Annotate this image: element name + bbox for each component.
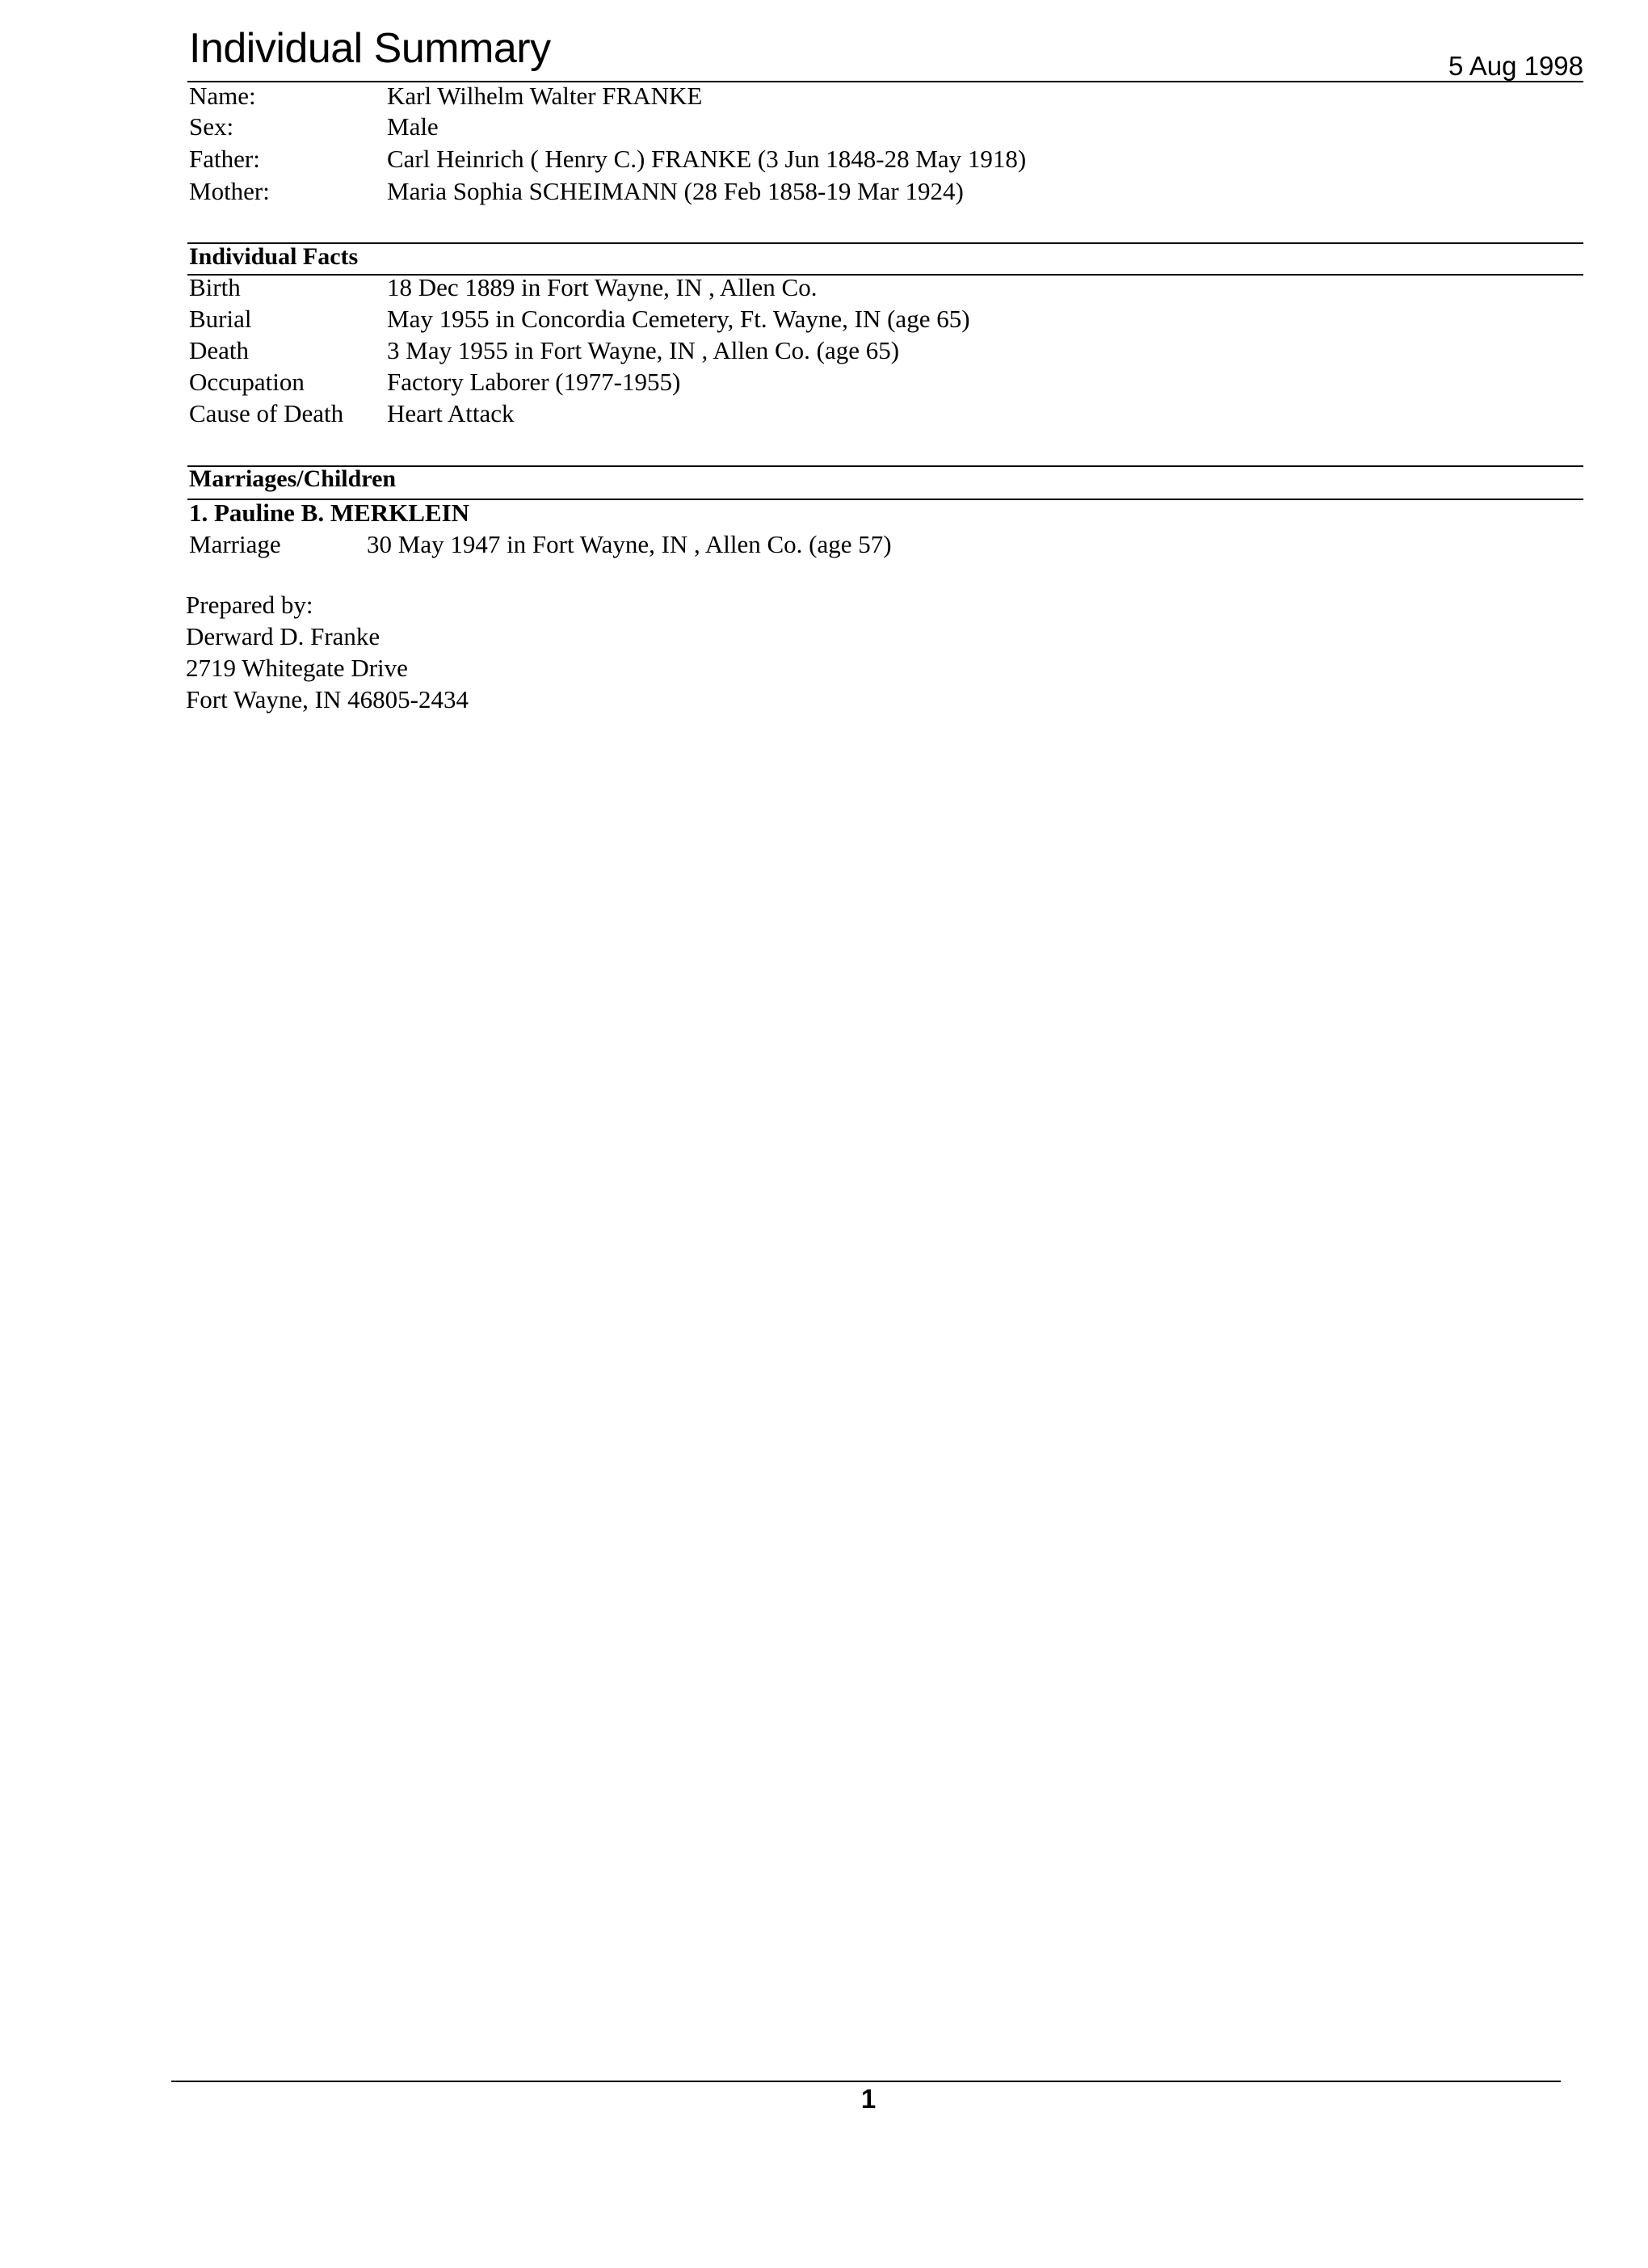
facts-top-divider — [187, 242, 1583, 244]
name-label: Name: — [189, 82, 256, 110]
marriages-heading: Marriages/Children — [189, 465, 397, 492]
marriage-value: 30 May 1947 in Fort Wayne, IN , Allen Co. (age 57) — [367, 530, 892, 558]
fact-label: Occupation — [189, 368, 305, 396]
fact-value: May 1955 in Concordia Cemetery, Ft. Wayne, IN (age 65) — [387, 305, 970, 333]
fact-value: 3 May 1955 in Fort Wayne, IN , Allen Co. (age 65) — [387, 336, 900, 364]
page-title: Individual Summary — [189, 25, 551, 72]
sex-value: Male — [387, 112, 439, 141]
father-label: Father: — [189, 145, 260, 173]
fact-value: Heart Attack — [387, 399, 515, 427]
preparer-street: 2719 Whitegate Drive — [186, 654, 408, 682]
spouse-name: 1. Pauline B. MERKLEIN — [189, 499, 470, 527]
fact-label: Cause of Death — [189, 399, 344, 427]
fact-label: Birth — [189, 273, 241, 301]
footer-divider — [171, 2081, 1561, 2082]
marriages-top-divider — [187, 465, 1583, 467]
preparer-city: Fort Wayne, IN 46805-2434 — [186, 685, 469, 713]
prepared-by-label: Prepared by: — [186, 591, 313, 619]
marriage-label: Marriage — [189, 530, 281, 558]
report-date: 5 Aug 1998 — [1448, 51, 1583, 81]
sex-label: Sex: — [189, 112, 234, 141]
fact-value: Factory Laborer (1977-1955) — [387, 368, 681, 396]
facts-heading: Individual Facts — [189, 243, 359, 270]
mother-label: Mother: — [189, 177, 270, 205]
name-value: Karl Wilhelm Walter FRANKE — [387, 82, 703, 110]
fact-value: 18 Dec 1889 in Fort Wayne, IN , Allen Co. — [387, 273, 818, 301]
preparer-name: Derward D. Franke — [186, 622, 380, 650]
fact-label: Death — [189, 336, 250, 364]
page-number: 1 — [860, 2084, 877, 2114]
mother-value: Maria Sophia SCHEIMANN (28 Feb 1858-19 Mar 1924) — [387, 177, 964, 205]
fact-label: Burial — [189, 305, 252, 333]
father-value: Carl Heinrich ( Henry C.) FRANKE (3 Jun 1848-28 May 1918) — [387, 145, 1027, 173]
